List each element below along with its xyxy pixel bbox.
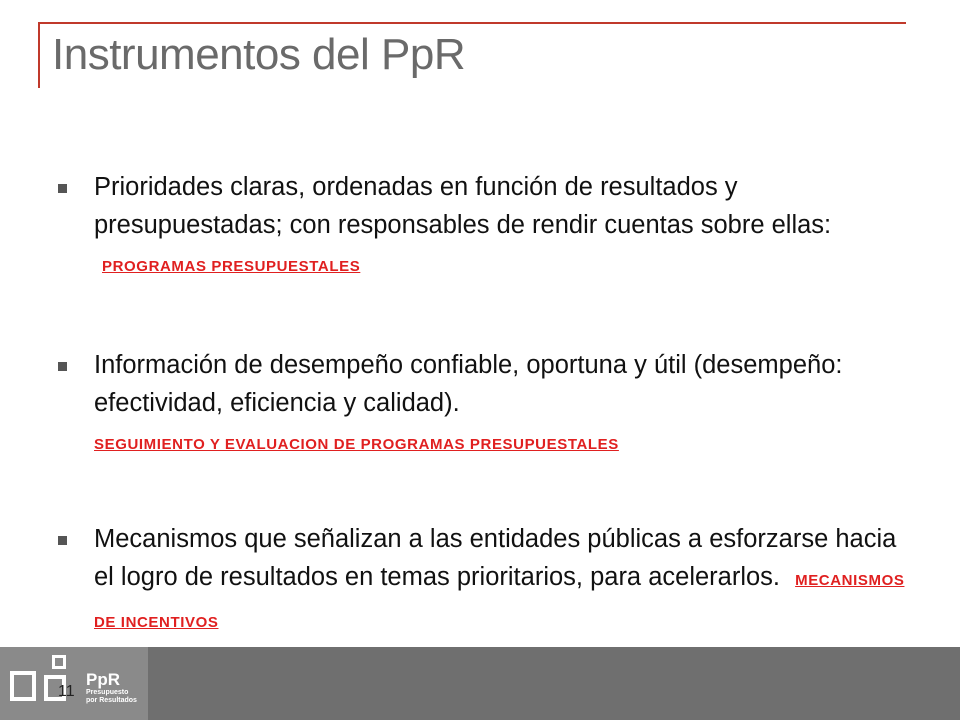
- bullet-text: Prioridades claras, ordenadas en función de resultados y presupuestadas; con responsables de rendir cuentas sobre ellas:: [94, 173, 832, 239]
- logo-subtitle-line2: por Resultados: [86, 697, 137, 704]
- logo-square-icon: [10, 671, 36, 701]
- bullet-square-icon: [58, 184, 67, 193]
- programas-presupuestales-link[interactable]: PROGRAMAS PRESUPUESTALES: [102, 258, 361, 275]
- bullet-list: [58, 168, 918, 702]
- logo-text: [86, 671, 137, 705]
- ppr-logo: [0, 647, 148, 720]
- slide-title: Instrumentos del PpR: [52, 30, 466, 79]
- bullet-square-icon: [58, 362, 67, 371]
- bullet-item-2: [58, 346, 918, 460]
- title-rule-left: [38, 22, 40, 88]
- bullet-item-1: [58, 168, 918, 286]
- bullet-text: Mecanismos que señalizan a las entidades públicas a esforzarse hacia el logro de resultados en temas prioritarios, para acelerarlos.: [94, 525, 897, 591]
- mecanismos-incentivos-link[interactable]: MECANISMOS DE INCENTIVOS: [94, 572, 905, 631]
- logo-square-icon: [52, 655, 66, 669]
- bullet-text: Información de desempeño confiable, oportuna y útil (desempeño: efectividad, eficiencia y calidad).: [94, 351, 843, 417]
- bullet-square-icon: [58, 536, 67, 545]
- seguimiento-evaluacion-link[interactable]: SEGUIMIENTO Y EVALUACION DE PROGRAMAS PRESUPUESTALES: [94, 436, 619, 453]
- page-number: 11: [58, 683, 75, 700]
- footer-bar: [0, 647, 960, 720]
- bullet-item-3: [58, 520, 918, 642]
- title-rule-top: [38, 22, 906, 24]
- logo-brand: PpR: [86, 670, 120, 689]
- logo-subtitle-line1: Presupuesto: [86, 689, 129, 696]
